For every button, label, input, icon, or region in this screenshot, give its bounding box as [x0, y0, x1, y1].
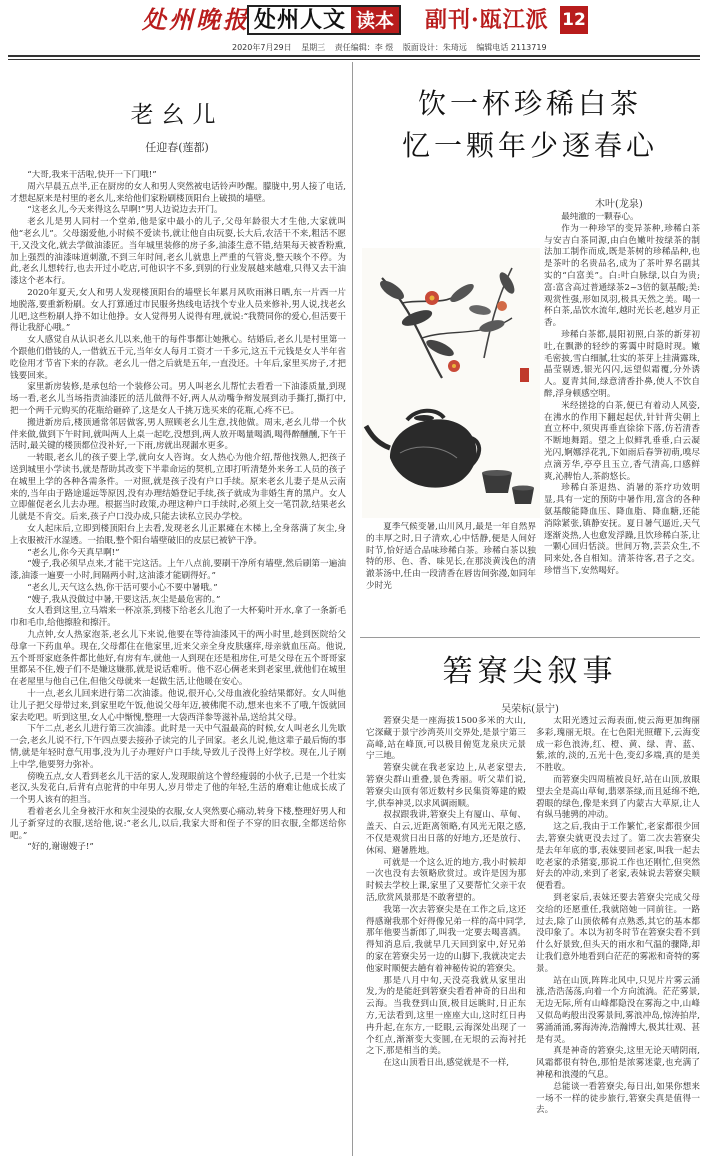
paragraph: “嫂子,我从没做过中暑,干要这活,灰尘是最危害的。” [27, 594, 221, 605]
header-rule-thin [8, 59, 700, 60]
paragraph: 那是八月中旬,天没亮我就从家里出发,为的是能赶到箬寮尖看看神奇的日出和云海。当我登到山顶,极目远眺时,日正东方,无法看到,这里一座座大山,这时红日冉冉升起,在东方,一眨眼,云海深处出现了一个红点,渐渐变大变圆,在无垠的云海衬托之下,那是相当的美。 [366, 975, 526, 1057]
column-logo: 读本 [351, 7, 399, 33]
paragraph: 周六早晨五点半,正在厨房的女人和男人突然被电话铃声吵醒。朦胧中,男人接了电话,才想起原来是村里的老幺儿,来给他们家粉刷楼顶阳台上破损的墙壁。 [10, 181, 346, 204]
issue-date: 2020年7月29日 [232, 43, 292, 52]
paragraph: 珍稀白茶都,晨阳初照,白茶的新芽初吐,在飘渺的轻纱的雾霭中时隐时现。嫩毛密披,雪白细腻,壮实的茶芽上挂满露珠,晶莹剔透,银光闪闪,远望似霜覆,分外诱人。夏青其间,绿意清香扑鼻,使人不饮自醉,浮身顿感空明。 [544, 329, 700, 399]
issue-weekday: 星期三 [301, 43, 326, 52]
article-body-ruoliaojian-left [366, 716, 526, 1156]
paragraph: 老幺儿是男人同村一个堂弟,他是家中最小的儿子,父母年龄很大才生他,大家就叫他“老幺儿”。父母溺爱他,小时候不爱读书,就让他自由玩耍,长大后,农活干不来,粗活不愿干,又没文化,就去学做油漆匠。当年城里装修的房子多,油漆生意不错,结果每天被香粉熏,加上强烈的油漆味道刺激,不到三年时间,老幺儿就患上严重的气管炎,整天咳个不停。为此,老幺儿想转行,也去开过小吃店,可他识字不多,到别的行业发展越来越难,只得又去干油漆这个老本行。 [10, 217, 346, 287]
paragraph: 一转眼,老幺儿的孩子要上学,就向女人咨询。女人热心为他介绍,帮他找熟人,把孩子送到城里小学读书,就是帮助其改变下半辈命运的契机,立即打听清楚外来务工人员的孩子在城里上学的各种各需条件。一对照,就是孩子没有户口手续。原来老幺儿妻子是从云南来的,当年由于路途遥远等原因,没有办理结婚登记手续,孩子就成为非婚生育的黑户。女人立即催促老幺儿去办理。根据当时政策,办理这种户口手续时,必须上交一笔罚款,结果老幺儿就是不肯交。后来,孩子户口没办成,只能去读私立民办学校。 [10, 453, 346, 523]
paragraph: 珍稀白茶退热、消暑的茶疗功效明显,具有一定的预防中暑作用,富含的各种氨基酸能降血压、降血脂、降血糖,还能消除紧张,镇静安抚。夏日暑气逼近,天气逐渐炎热,人也愈发浮躁,且饮珍稀白茶,让一颗心回归恬淡。世间万物,芸芸众生,不同来处,各自相知。清茶待客,君子之交。珍惜当下,安然喝好。 [544, 483, 700, 576]
paragraph: 家里新房装修,是承包给一个装修公司。男人叫老幺儿帮忙去看看一下油漆质量,到现场一看,老幺儿当场指责油漆匠的活儿做得不好,两人从动嘴争辩发展到动手撕打,撕打中,把一个两千元购买的花瓶给砸碎了,这是女人千挑万选买来的花瓶,心疼不已。 [10, 382, 346, 416]
paragraph: 到老家后,表妹还要去箬寮尖完成父母交给的还愿重任,我就陪她一同前往。一路过去,除了山顶依稀有点熟悉,其它的基本都没印象了。本以为初冬时节在箬寮尖看不到什么好景致,但头天的雨水和气温的骤降,却让我们意外地看到白茫茫的雾凇和奇特的雾景。 [536, 892, 700, 974]
article-divider [360, 637, 700, 638]
paragraph: 太阳光透过云海表面,使云海更加绚丽多彩,瑰丽无垠。在七色阳光照耀下,云海变成一彩色浪涛,红、橙、黄、绿、青、蓝、紫,浓的,淡的,五光十色,变幻多端,真的是美不胜收。 [536, 716, 700, 774]
article-title-white-tea-2: 忆一颗年少逐春心 [401, 129, 658, 162]
byline-white-tea: 木叶(龙泉) [595, 199, 643, 210]
paragraph: 九点钟,女人热家泡茶,老幺儿下来说,他要在等待油漆风干的两小时里,趁到医院给父母拿一下药血单。现在,父母都住在他家里,近来父亲全身皮肤瘙痒,母亲就血压高。他说,五个哥哥家庭条件都比他好,有房有车,就他一人到现在还是租房住,可是父母在五个哥哥家里都呆不住,嫂子们不是嫌这嫌那,就是说话难听。他不忍心俩老来到老家里,就他们在城里在老屋里与他自己住,但他父母就来一起做生活,让他暖在安心。 [10, 630, 346, 688]
column-divider [352, 62, 353, 1156]
paragraph: 搬进新房后,楼顶通常邻居做客,男人照顾老幺儿生意,找他做。周末,老幺儿带一个伙伴来做,做到下午时间,就叫两人上桌一起吃,没想到,两人放开喝量喝酒,喝得醉醺醺,下午干活时,最关键的楼顶都位没补好,一下雨,房就出现漏水更多。 [10, 417, 346, 452]
paragraph: “老幺儿,天气这么热,你干活可要小心不要中暑哦。” [27, 582, 218, 593]
editor-phone: 编辑电话 2113719 [476, 43, 547, 52]
article-body-white-tea-right [544, 212, 700, 634]
paragraph: 下午二点,老幺儿进行第三次油漆。此时是一天中气温最高的时候,女人叫老幺儿先歇一会,老幺儿说不行,下午四点要去接孙子读完的儿子回家。老幺儿说,他这辈子最后悔的事情,就是年轻时意气用事,没为儿子办理好户口手续,导致儿子没得上好学校。现在,儿子刚上中学,他要努力弥补。 [10, 724, 346, 770]
paragraph: 箬寮尖是一座海拔1500多米的大山,它深藏于景宁沙湾英川交界处,是景宁第三高峰,站在峰顶,可以极目俯览龙泉庆元景宁三地。 [366, 716, 526, 762]
article-title-ruoliaojian: 箬寮尖叙事 [442, 654, 618, 689]
paragraph: 十一点,老幺儿回来进行第二次油漆。他说,很开心,父母血液化验结果都好。女人叫他让儿子把父母带过来,到家里吃午饭,他说父母年迈,被佛爬不动,想来也来不了哦,午饭就回家去吃吧。听到这里,女人心中惭愧,整理一大袋西洋参等滋补品,送给其父母。 [10, 689, 346, 723]
paragraph: 可就是一个这么近的地方,我小时候却一次也没有去领略欣赏过。或许是因为那时候去学校上课,家里了又要帮忙父亲干农活,欣赏风景那是不敢奢望的。 [366, 857, 526, 903]
paragraph: 在这山顶看日出,感觉就是不一样, [383, 1058, 509, 1069]
paragraph: 箬寮尖就在我老家边上,从老家望去,箬寮尖群山重叠,景色秀丽。听父辈们说,箬寮尖山顶有邻近数村乡民集资筹建的殿宇,供奉神灵,以求风调雨顺。 [366, 763, 526, 809]
byline-laoyaoer: 任迎春(莲都) [145, 141, 209, 154]
paragraph: “老幺儿,你今天真早啊!” [27, 547, 120, 558]
paragraph: 叔叔跟我讲,箬寮尖上有厦山、草甸、盖天、白云,近距离领略,有风光无限之感,不仅是观赏日出日落的好地方,还是放行、休闲、避暑胜地。 [366, 810, 526, 856]
paragraph: “大哥,我来干活啦,快开一下门哦!” [27, 170, 157, 180]
article-title-laoyaoer: 老幺儿 [130, 102, 224, 128]
paragraph: 女人看到这里,立马端来一杯凉茶,到楼下给老幺儿泡了一大杯菊叶开水,拿了一条新毛巾和毛巾,给他擦脸和擦汗。 [10, 606, 346, 629]
article-title-white-tea-1: 饮一杯珍稀白茶 [417, 87, 642, 120]
editor-credit: 责任编辑：李 煜 [334, 43, 394, 52]
paragraph: “嫂子,我必须早点来,才能干完这活。上午八点前,要刷干净所有墙壁,然后刷第一遍油漆,油漆一遍要一小时,间隔两小时,这油漆才能刷得好。” [10, 559, 346, 582]
paragraph: “好的,谢谢嫂子!” [27, 842, 94, 853]
column-name: 处州人文 [254, 7, 347, 33]
paragraph: 傍晚五点,女人看到老幺儿干活的家人,发现眼前这个曾经瘦弱的小伙子,已是一个壮实老汉,头发花白,后背有点驼背的中年男人,岁月带走了他的年轻,生活的磨难让他成长成了一个男人该有的担当。 [10, 771, 346, 806]
paragraph: 夏季气候变暑,山川风月,最是一年自然界的丰厚之时,日子清欢,心中恬静,便是人间好时节,恰好适合品味珍稀白茶。珍稀白茶以独特的形、色、香、味见长,在那淡黄浅色的清澈茶汤中,任由一段清香在唇齿间弥漫,如同年少时光 [366, 522, 536, 591]
paragraph: 米经搓捻的白茶,便已有着动人风姿,在沸水的作用下翻起起伏,针针背尖朝上直立杯中,须臾再垂直徐徐下落,仿若清香不断地舞蹈。望之上似鲜乳垂垂,白云凝光闪,婀娜浮花乳,下如雨后春笋初萌,嗅尽点滴芳华,亭亭且玉立,香气清高,口感鲜爽,沁脾怡人,茶韵悠长。 [544, 400, 700, 482]
paragraph: 站在山顶,阵阵北风中,只见片片雾云涌涨,浩浩荡荡,向着一个方向流淌。茫茫雾景,无边无际,所有山峰都隐没在雾海之中,山峰又似岛屿般出没雾景间,雾浪冲岛,惊涛拍岸,雾涌涌涌,雾海涛涛,浩瀚博大,极其壮观、甚是有灵。 [536, 975, 700, 1045]
paragraph: 看着老幺儿全身被汗水和灰尘浸染的衣服,女人突然要心痛动,转身下楼,整理好男人和儿子新穿过的衣服,送给他,说:“老幺儿,以后,我家大哥和侄子不穿的旧衣服,全都送给你吧。” [10, 807, 346, 841]
paragraph: 而箬寮尖四周植被良好,站在山顶,放眼望去全是高山草甸,翡翠茶绿,而且延绵不绝,碧眼的绿色,像是来到了内蒙古大草原,让人有纵马驰骋的冲动。 [536, 774, 700, 821]
article-body-ruoliaojian-right [536, 716, 700, 1156]
paragraph: 女人感觉自从认识老幺儿以来,他干的每件事都让她揪心。结婚后,老幺儿是村里第一个跟他们借钱的人,一借就五千元,当年女人每月工资才一千多元,这五千元钱是女人半年省吃俭用才节省下来的存款。老幺儿一借之后就是五年,一直没还。十年后,家里买房子,才把钱要回来。 [10, 335, 346, 381]
header-rule-thick [8, 55, 700, 57]
article-body-white-tea-left [366, 522, 536, 632]
page-number: 12 [560, 6, 588, 34]
paragraph: 作为一种珍罕的变异茶种,珍稀白茶与安吉白茶同源,由白色嫩叶按绿茶的制法加工制作而成,既是茶树的珍稀品种,也是茶叶的名贵品名,成为了茶叶界名副其实的“白富美”。白:叶白脉绿,以白为贵;富:富含高过普通绿茶2~3倍的氨基酸;美:观赏性强,形如凤羽,极具天然之美。喝一杯白茶,品饮水流年,越时光长老,越岁月正香。 [544, 223, 700, 329]
paragraph: 我第一次去箬寮尖是在工作之后,这还得感谢我那个好得像兄弟一样的高中同学,那年他要当新郎了,叫我一定要去喝喜酒。得知消息后,我就早几天回到家中,好兄弟的家在箬寮尖另一边的山脚下,我就决定去他家时顺便去趟有着神秘传说的箬寮尖。 [366, 904, 526, 974]
masthead [0, 0, 708, 40]
paragraph: 2020年夏天,女人和男人发现楼顶阳台的墙壁长年累月风吹雨淋日晒,东一片西一片地脱落,要重新粉刷。女人打算通过市民服务热线电话找个专业人员来修补,男人说,找老幺儿吧,这些粉刷人挣不如让他挣。女人觉得男人说得有理,就说:“我赞同你的爱心,但活要干得让我舒心哦。” [10, 287, 346, 334]
ink-painting-teaware [362, 248, 540, 518]
article-body-laoyaoer [10, 170, 346, 1156]
paper-name: 处州晚报 [142, 5, 250, 34]
byline-ruoliaojian: 吴荣标(景宁) [501, 704, 559, 715]
paragraph: 最纯澈的一颗春心。 [561, 212, 639, 222]
paragraph: 总能谈一看箬寮尖,每日出,如果你想来一场不一样的徒步旅行,箬寮尖真是值得一去。 [536, 1081, 700, 1116]
info-bar [0, 42, 708, 53]
paragraph: 女人起床后,立即到楼顶阳台上去看,发现老幺儿正累瘫在木梯上,全身落满了灰尘,身上衣服被汗水湿透。一抬眼,整个阳台墙壁破旧的皮层已被铲干净。 [10, 523, 346, 546]
column-name-box [247, 5, 401, 35]
paragraph: 这之后,我由于工作繁忙,老家都很少回去,箬寮尖就更没去过了。第二次去箬寮尖是去年年底的事,表妹要回老家,叫我一起去吃老家的杀猪宴,那说工作也还刚忙,但突然好去的冲动,来到了老家,表妹说去箬寮尖顺便看看。 [536, 822, 700, 892]
paragraph: “这老幺儿,今天来得这么早啊!”男人边说边去开门。 [27, 205, 223, 216]
designer-credit: 版面设计：朱琦远 [402, 43, 467, 52]
paragraph: 真是神奇的箬寮尖,这里无论天晴阴雨,风霜都很有特色,那怕是浓雾迷蒙,也充满了神秘和浪漫的气息。 [536, 1046, 700, 1080]
section-name: 副刊·瓯江派 [425, 7, 549, 33]
